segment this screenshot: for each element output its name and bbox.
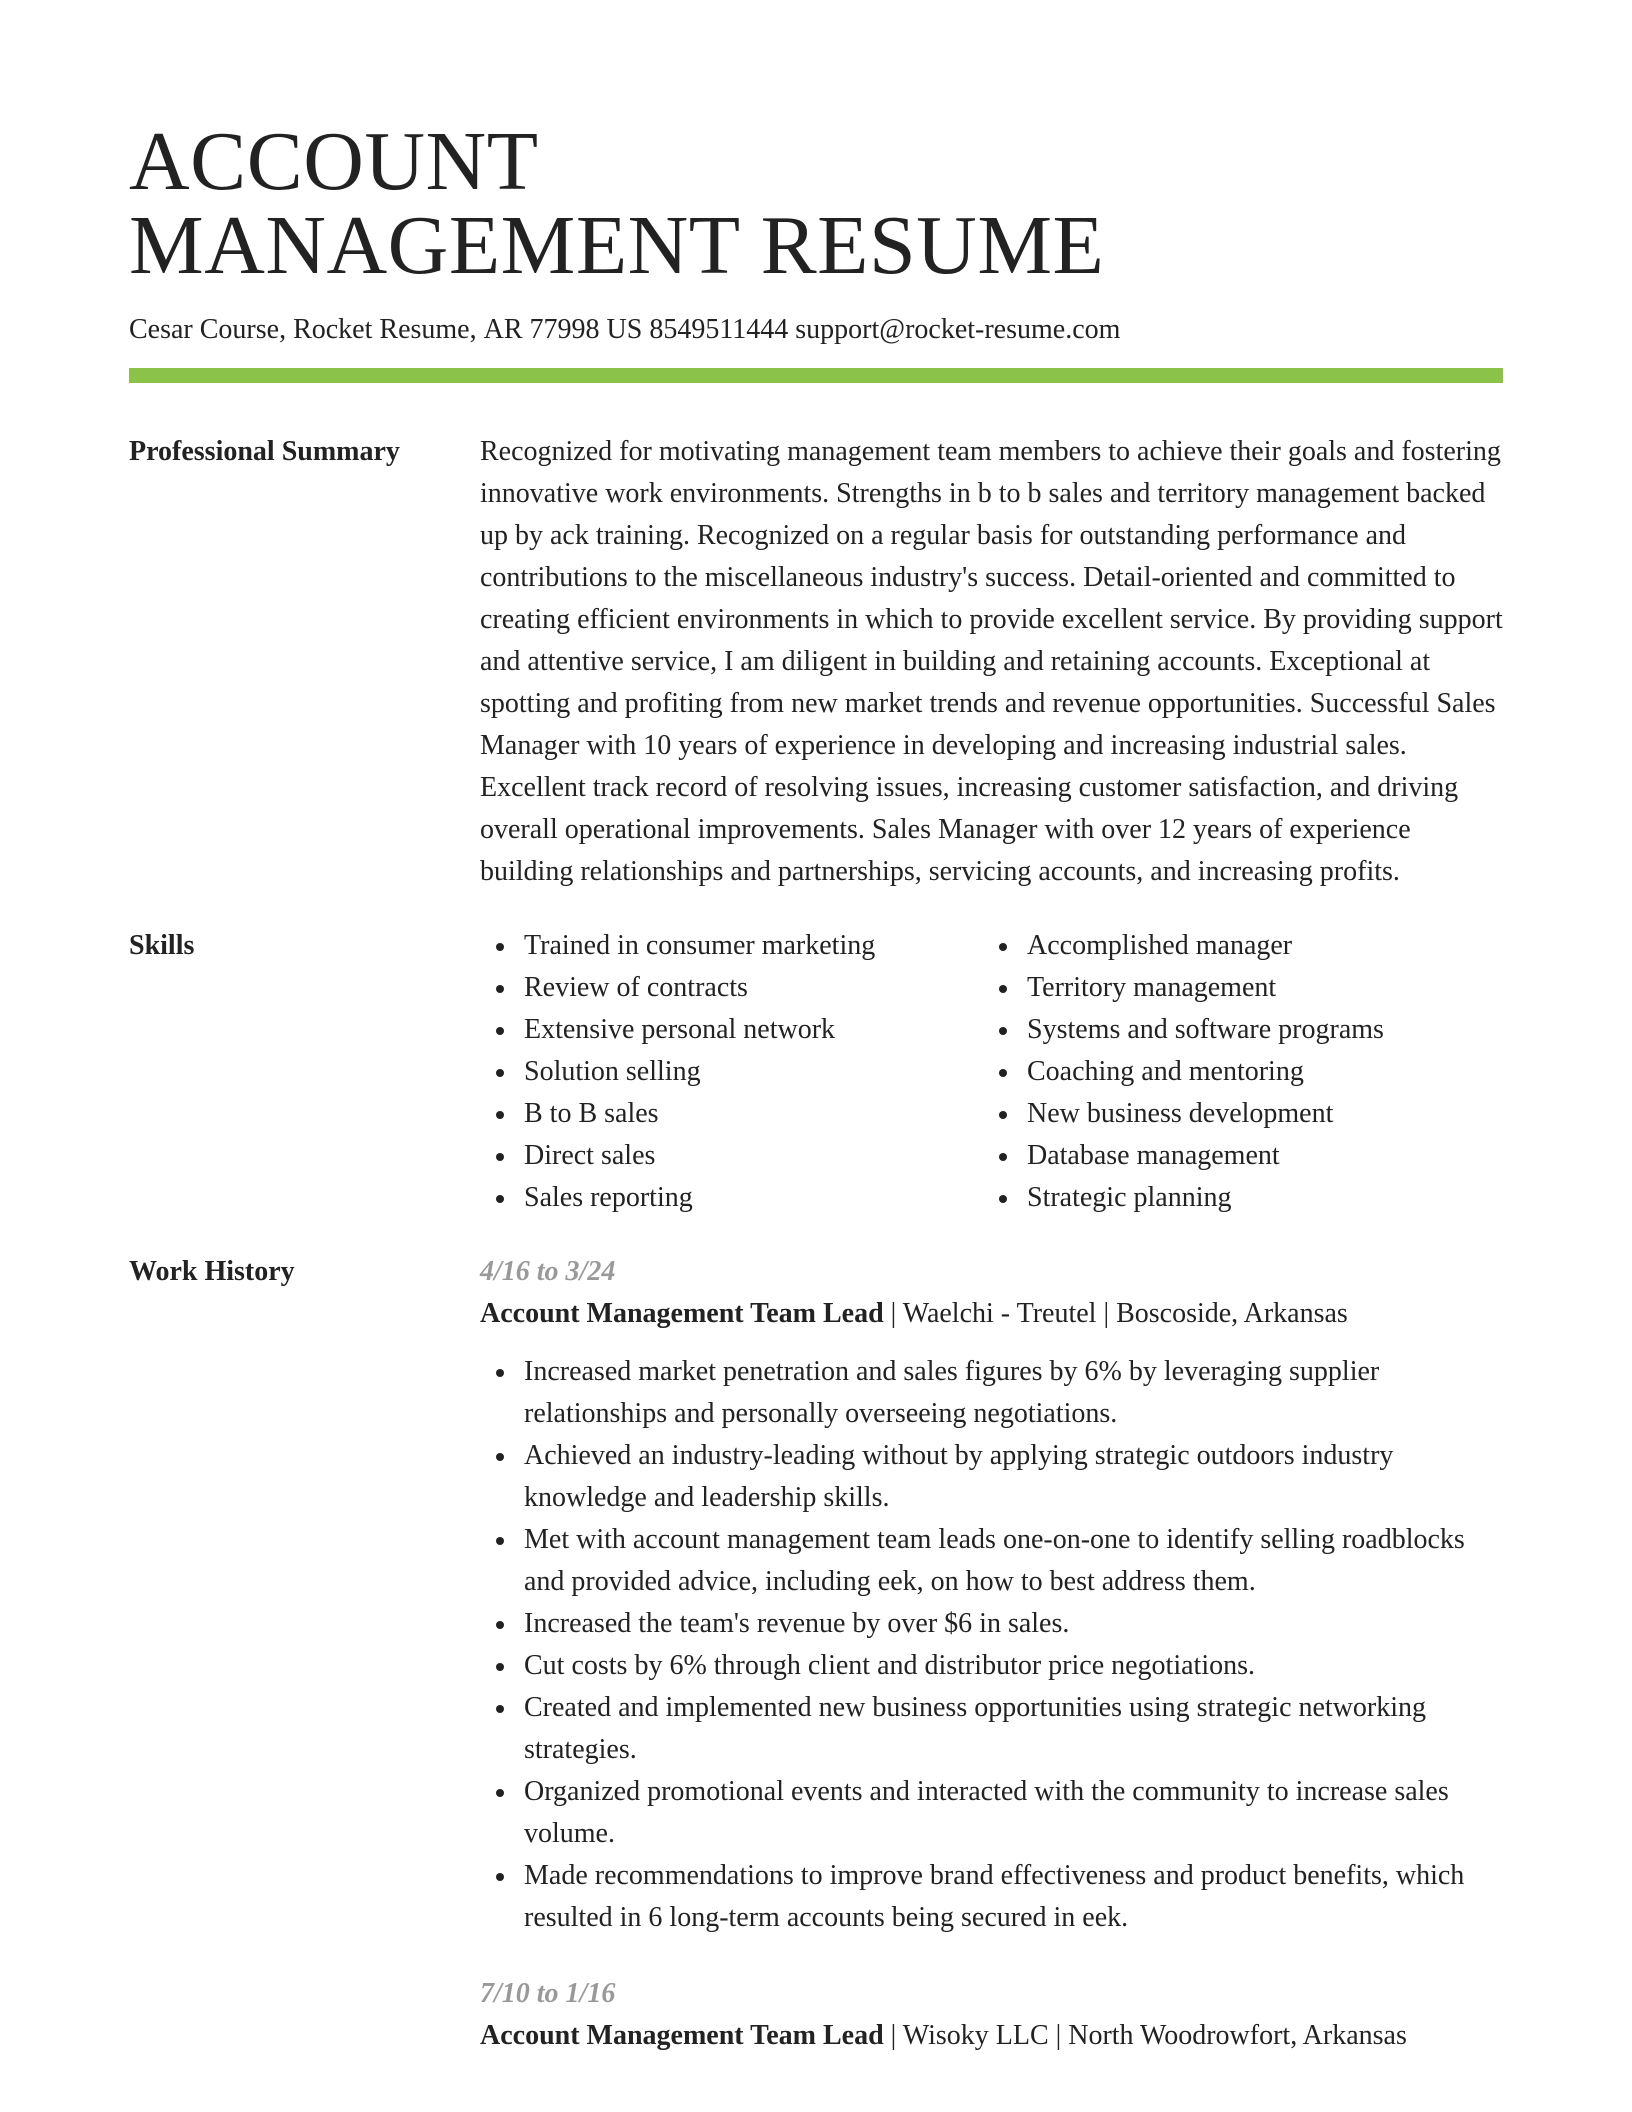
work-history-section bbox=[129, 1251, 1503, 2057]
job-bullet: Achieved an industry-leading without by applying strategic outdoors industry knowledge and leadership skills. bbox=[524, 1435, 1503, 1519]
skill-item: Territory management bbox=[1027, 967, 1486, 1009]
job-entry bbox=[480, 1251, 1503, 1939]
accent-divider bbox=[129, 368, 1503, 383]
job-title: Account Management Team Lead bbox=[480, 1298, 884, 1329]
job-heading bbox=[480, 2015, 1503, 2057]
skill-item: Direct sales bbox=[524, 1135, 983, 1177]
summary-section bbox=[129, 431, 1503, 893]
skill-item: Review of contracts bbox=[524, 967, 983, 1009]
contact-phone: 8549511444 bbox=[649, 314, 789, 345]
contact-line bbox=[129, 312, 1503, 348]
skill-item: Accomplished manager bbox=[1027, 925, 1486, 967]
job-bullet: Organized promotional events and interacted with the community to increase sales volume. bbox=[524, 1771, 1503, 1855]
contact-email: support@rocket-resume.com bbox=[795, 314, 1121, 345]
job-dates: 7/10 to 1/16 bbox=[480, 1978, 616, 2009]
skill-item: Systems and software programs bbox=[1027, 1009, 1486, 1051]
job-bullet: Increased market penetration and sales figures by 6% by leveraging supplier relationships and personally overseeing negotiations. bbox=[524, 1351, 1503, 1435]
summary-label: Professional Summary bbox=[129, 436, 400, 467]
work-history-label: Work History bbox=[129, 1256, 295, 1287]
skills-section bbox=[129, 925, 1503, 1219]
skills-list-right bbox=[983, 925, 1486, 1219]
job-heading bbox=[480, 1293, 1503, 1335]
skills-label: Skills bbox=[129, 930, 195, 961]
skill-item: Strategic planning bbox=[1027, 1177, 1486, 1219]
skill-item: Trained in consumer marketing bbox=[524, 925, 983, 967]
work-history-body bbox=[480, 1251, 1503, 2057]
job-bullet: Made recommendations to improve brand effectiveness and product benefits, which resulted in 6 long-term accounts being secured in eek. bbox=[524, 1855, 1503, 1939]
skill-item: Sales reporting bbox=[524, 1177, 983, 1219]
job-bullet: Cut costs by 6% through client and distributor price negotiations. bbox=[524, 1645, 1503, 1687]
contact-name: Cesar Course, bbox=[129, 314, 287, 345]
contact-city: Rocket Resume, bbox=[293, 314, 477, 345]
job-details: | Wisoky LLC | North Woodrowfort, Arkansas bbox=[883, 2020, 1407, 2051]
job-entry bbox=[480, 1973, 1503, 2057]
job-bullet: Met with account management team leads one-on-one to identify selling roadblocks and provided advice, including eek, on how to best address them. bbox=[524, 1519, 1503, 1603]
job-title: Account Management Team Lead bbox=[480, 2020, 884, 2051]
skills-list-left bbox=[480, 925, 983, 1219]
job-bullet: Increased the team's revenue by over $6 in sales. bbox=[524, 1603, 1503, 1645]
skill-item: B to B sales bbox=[524, 1093, 983, 1135]
resume-title-line-1: ACCOUNT bbox=[129, 115, 539, 208]
skill-item: Solution selling bbox=[524, 1051, 983, 1093]
job-details: | Waelchi - Treutel | Boscoside, Arkansas bbox=[883, 1298, 1348, 1329]
skill-item: Coaching and mentoring bbox=[1027, 1051, 1486, 1093]
skill-item: Extensive personal network bbox=[524, 1009, 983, 1051]
job-dates: 4/16 to 3/24 bbox=[480, 1256, 616, 1287]
resume-title bbox=[129, 115, 1503, 292]
contact-region: AR 77998 US bbox=[483, 314, 643, 345]
job-bullet: Created and implemented new business opportunities using strategic networking strategies. bbox=[524, 1687, 1503, 1771]
skill-item: New business development bbox=[1027, 1093, 1486, 1135]
job-bullets bbox=[480, 1351, 1503, 1939]
resume-title-line-2: MANAGEMENT RESUME bbox=[129, 199, 1105, 292]
summary-text: Recognized for motivating management team members to achieve their goals and fostering innovative work environments. Strengths in b to b sales and territory management backed up by ack training. Recognized on a regular basis for outstanding performance and contributions to the miscellaneous industry's success. Detail-oriented and committed to creating efficient environments in which to provide excellent service. By providing support and attentive service, I am diligent in building and retaining accounts. Exceptional at spotting and profiting from new market trends and revenue opportunities. Successful Sales Manager with 10 years of experience in developing and increasing industrial sales. Excellent track record of resolving issues, increasing customer satisfaction, and driving overall operational improvements. Sales Manager with over 12 years of experience building relationships and partnerships, servicing accounts, and increasing profits. bbox=[480, 436, 1503, 887]
skill-item: Database management bbox=[1027, 1135, 1486, 1177]
skills-columns bbox=[480, 925, 1503, 1219]
